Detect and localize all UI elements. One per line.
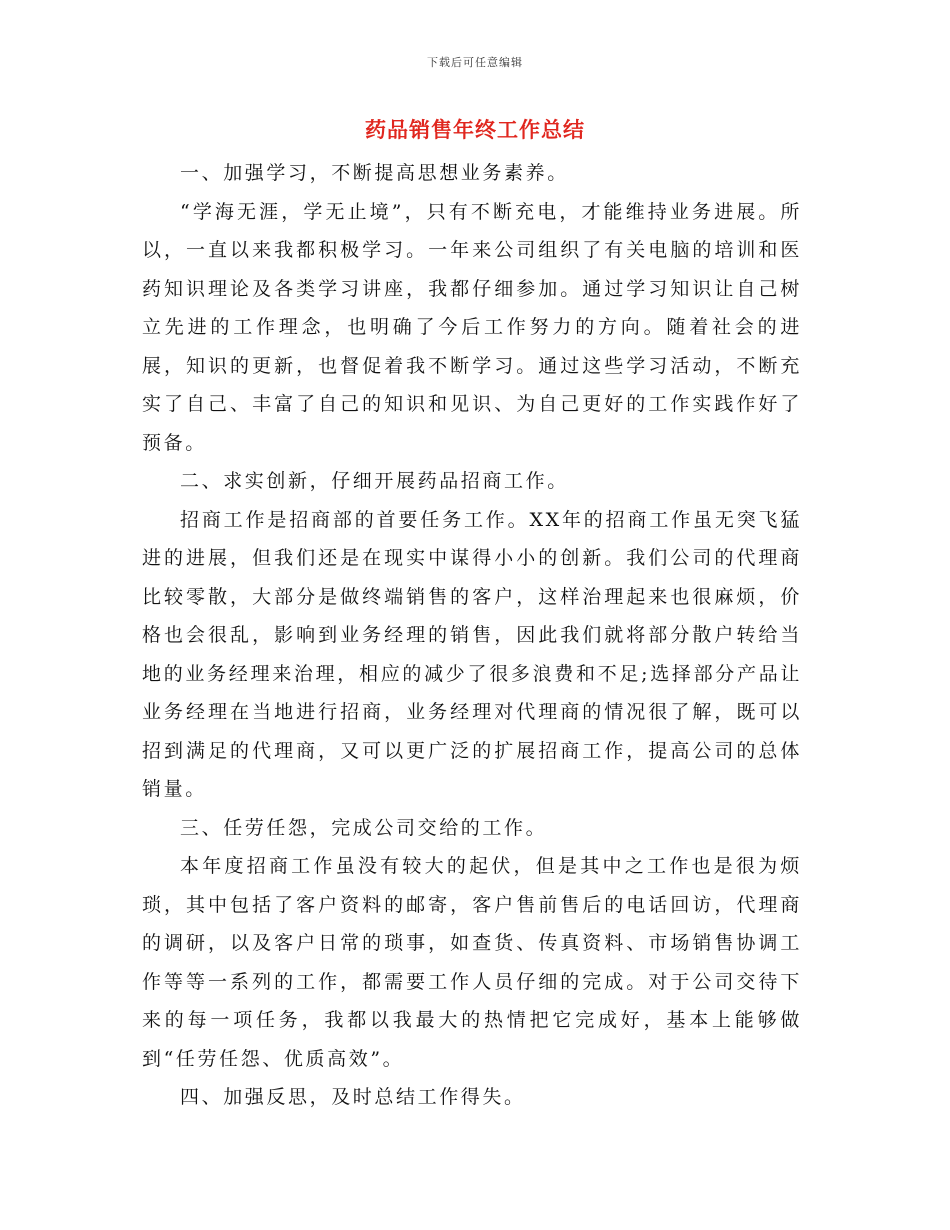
- document-title: 药品销售年终工作总结: [365, 117, 585, 142]
- document-body: [142, 154, 802, 1117]
- paragraph-diligence: 本年度招商工作虽没有较大的起伏，但是其中之工作也是很为烦琐，其中包括了客户资料的邮寄，客户售前售后的电话回访，代理商的调研，以及客户日常的琐事，如查货、传真资料、市场销售协调工作等等一系列的工作，都需要工作人员仔细的完成。对于公司交待下来的每一项任务，我都以我最大的热情把它完成好，基本上能够做到“任劳任怨、优质高效”。: [142, 855, 802, 1070]
- header-note: 下载后可任意编辑: [427, 56, 523, 69]
- section-heading-1: 一、加强学习，不断提高思想业务素养。: [180, 162, 569, 184]
- paragraph-study: “学海无涯，学无止境”，只有不断充电，才能维持业务进展。所以，一直以来我都积极学习。一年来公司组织了有关电脑的培训和医药知识理论及各类学习讲座，我都仔细参加。通过学习知识让自己树立先进的工作理念，也明确了今后工作努力的方向。随着社会的进展，知识的更新，也督促着我不断学习。通过这些学习活动，不断充实了自己、丰富了自己的知识和见识、为自己更好的工作实践作好了预备。: [142, 200, 802, 454]
- section-heading-3: 三、任劳任怨，完成公司交给的工作。: [180, 816, 548, 839]
- paragraph-investment: 招商工作是招商部的首要任务工作。XX年的招商工作虽无突飞猛进的进展，但我们还是在现实中谋得小小的创新。我们公司的代理商比较零散，大部分是做终端销售的客户，这样治理起来也很麻烦，价格也会很乱，影响到业务经理的销售，因此我们就将部分散户转给当地的业务经理来治理，相应的减少了很多浪费和不足;选择部分产品让业务经理在当地进行招商，业务经理对代理商的情况很了解，既可以招到满足的代理商，又可以更广泛的扩展招商工作，提高公司的总体销量。: [142, 508, 802, 800]
- section-heading-2: 二、求实创新，仔细开展药品招商工作。: [180, 470, 569, 492]
- section-heading-4: 四、加强反思，及时总结工作得失。: [180, 1086, 526, 1108]
